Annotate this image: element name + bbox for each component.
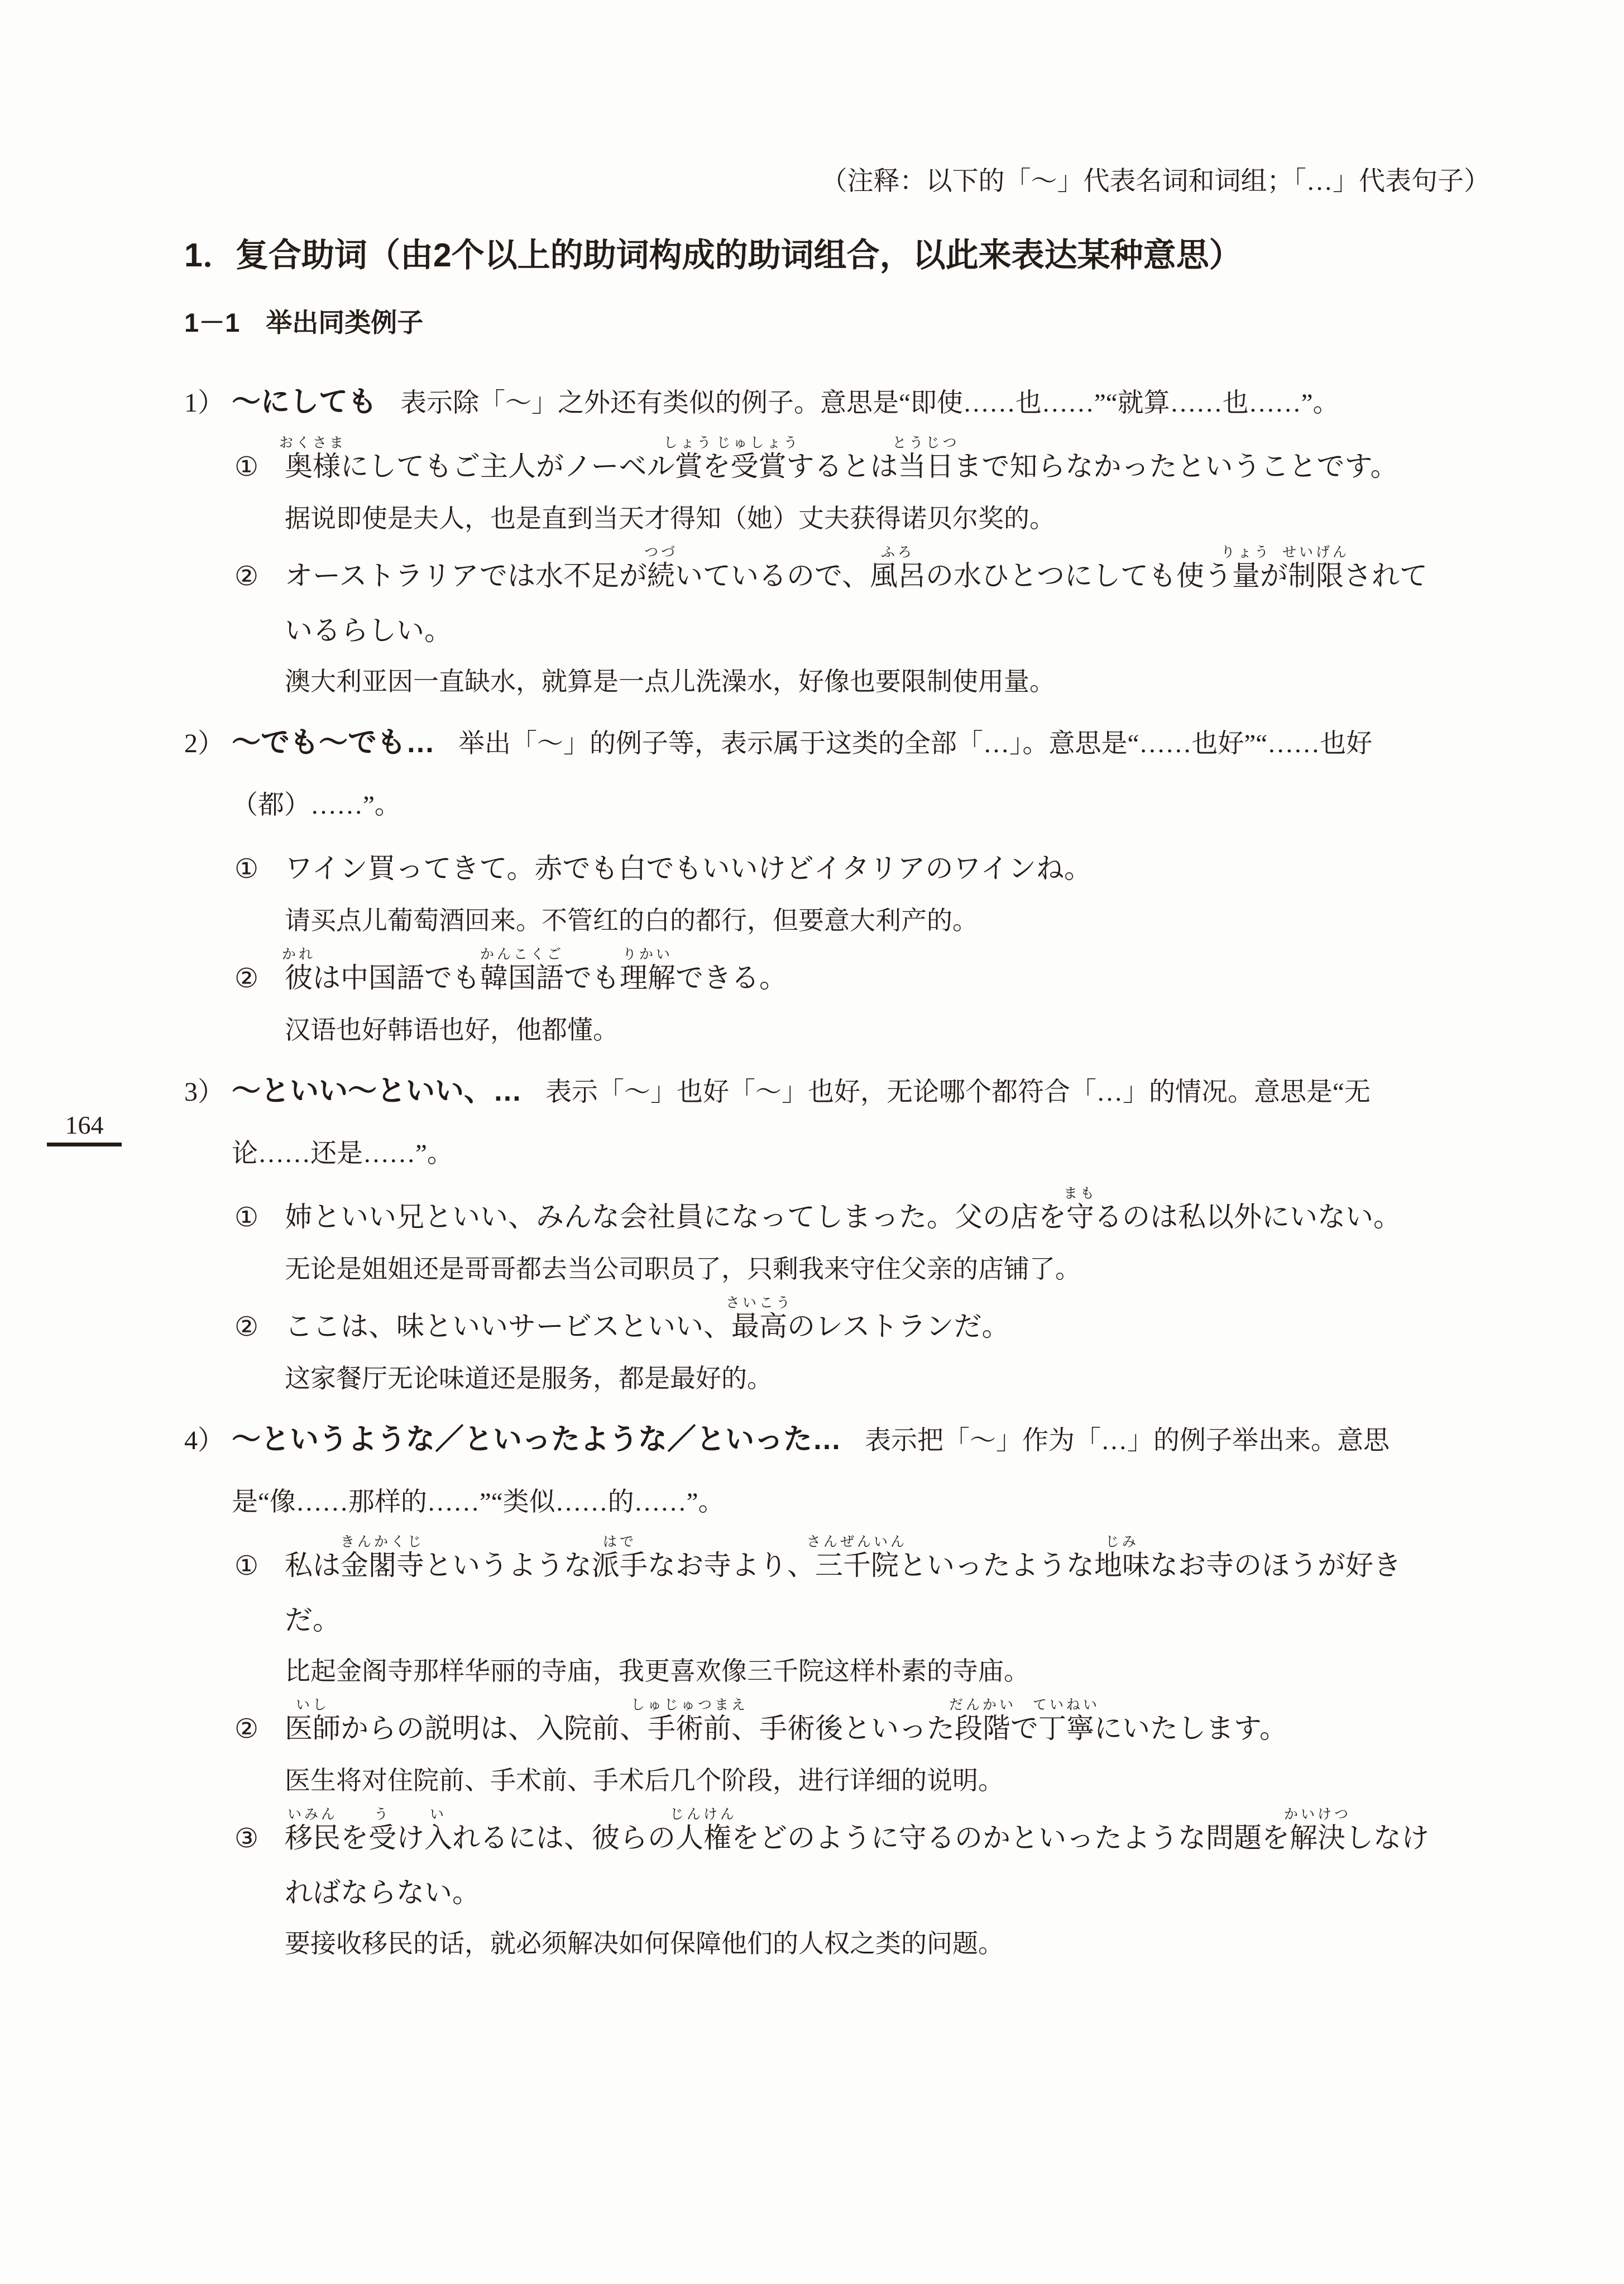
furigana: い: [429, 1807, 447, 1822]
example-block: [184, 842, 1448, 945]
section-head: [184, 371, 1448, 434]
jp-segment: ワイン買ってきて。赤でも白でもいいけどイタリアのワインね。: [285, 853, 1092, 884]
jp-segment: からの説明は、入院前、: [341, 1713, 648, 1744]
jp-segment: は中国語でも: [313, 962, 480, 993]
section-number: 1）: [184, 388, 225, 418]
jp-segment: の水ひとつにしても使う: [926, 560, 1232, 591]
section-head: [184, 712, 1448, 836]
jp-segment: なお寺より、: [648, 1550, 815, 1581]
jp-segment: 地味 じみ: [1094, 1535, 1150, 1581]
example-japanese-line: [184, 947, 1448, 1006]
jp-segment: 制限 せいげん: [1282, 545, 1350, 591]
jp-segment: しなければならない。: [285, 1822, 1429, 1908]
furigana: きんかくじ: [340, 1535, 425, 1550]
section-number: 3）: [184, 1077, 225, 1107]
jp-segment: でも: [564, 962, 620, 993]
grammar-term: ～というような／といったような／といった…: [232, 1423, 842, 1456]
example-japanese-line: [184, 1807, 1448, 1919]
furigana: おくさま: [279, 436, 347, 451]
grammar-term: ～といい～といい、…: [232, 1075, 523, 1107]
example-number: ②: [234, 1312, 259, 1342]
example-japanese-line: [184, 1698, 1448, 1756]
section-number: 4）: [184, 1426, 225, 1455]
grammar-section: [184, 371, 1448, 706]
furigana: さんぜんいん: [806, 1535, 908, 1550]
section-head: [184, 1409, 1448, 1533]
jp-segment: されているらしい。: [285, 560, 1427, 646]
example-chinese-line: 要接收移民的话，就必须解决如何保障他们的人权之类的问题。: [285, 1929, 1004, 1958]
sub-heading: 1－1 举出同类例子: [184, 308, 424, 337]
jp-segment: 姉といい兄といい、みんな会社員になってしまった。父の店を: [285, 1201, 1066, 1232]
jp-segment: け: [396, 1822, 424, 1853]
jp-segment: ここは、味といいサービスといい、: [285, 1311, 731, 1342]
jp-segment: 人権 じんけん: [669, 1807, 737, 1853]
grammar-term: ～でも～でも…: [232, 727, 435, 759]
furigana: ていねい: [1032, 1698, 1100, 1713]
jp-segment: 当日 とうじつ: [892, 436, 960, 482]
furigana: かれ: [281, 947, 316, 962]
furigana: いし: [295, 1698, 330, 1713]
jp-segment: 、手術後といった: [731, 1713, 955, 1744]
furigana: じゅしょう: [716, 436, 801, 451]
section-explanation: 举出「～」的例子等，表示属于这类的全部「…」。意思是“……也好”“……也好（都）……”。: [232, 729, 1373, 820]
sections-container: [0, 371, 1624, 1968]
furigana: う: [373, 1807, 391, 1822]
section-explanation: 表示把「～」作为「…」的例子举出来。意思是“像……那样的……”“类似……的……”。: [232, 1426, 1390, 1517]
jp-segment: オーストラリアでは水不足が: [285, 560, 647, 591]
example-japanese-line: [184, 1535, 1448, 1647]
jp-segment: で: [1010, 1713, 1038, 1744]
section-explanation: 表示除「～」之外还有类似的例子。意思是“即使……也……”“就算……也……”。: [400, 389, 1339, 418]
jp-segment: を: [702, 451, 731, 482]
example-chinese-line: 比起金阁寺那样华丽的寺庙，我更喜欢像三千院这样朴素的寺庙。: [285, 1657, 1029, 1685]
jp-segment: 入 い: [424, 1807, 452, 1853]
jp-segment: 風呂 ふろ: [870, 545, 926, 591]
example-number: ①: [234, 452, 259, 482]
jp-segment: といったような: [899, 1550, 1094, 1581]
section-number: 2）: [184, 729, 225, 758]
furigana: ふろ: [880, 545, 915, 560]
furigana: せいげん: [1282, 545, 1350, 560]
grammar-section: [184, 712, 1448, 1055]
jp-segment: 医師 いし: [285, 1698, 341, 1744]
jp-segment: 奥様 おくさま: [279, 436, 347, 482]
example-number: ①: [234, 854, 259, 884]
furigana: いみん: [287, 1807, 338, 1822]
example-number: ②: [234, 562, 259, 591]
jp-segment: 三千院 さんぜんいん: [806, 1535, 908, 1581]
example-block: [184, 1807, 1448, 1968]
chapter-heading: 1．复合助词（由2个以上的助词构成的助词组合，以此来表达某种意思）: [184, 237, 1242, 274]
furigana: じみ: [1105, 1535, 1139, 1550]
jp-segment: 最高 さいこう: [725, 1296, 793, 1342]
example-number: ②: [234, 1714, 259, 1744]
jp-segment: 量 りょう: [1220, 545, 1272, 591]
example-japanese-line: [184, 842, 1448, 896]
furigana: じんけん: [669, 1807, 737, 1822]
example-block: [184, 947, 1448, 1055]
jp-segment: なお寺のほうが好きだ。: [285, 1550, 1401, 1636]
example-number: ①: [234, 1203, 259, 1232]
example-number: ②: [234, 964, 259, 993]
jp-segment: 続 つづ: [644, 545, 678, 591]
example-block: [184, 1296, 1448, 1403]
section-explanation: 表示「～」也好「～」也好，无论哪个都符合「…」的情况。意思是“无论……还是……”。: [232, 1078, 1371, 1168]
example-chinese-line: 澳大利亚因一直缺水，就算是一点儿洗澡水，好像也要限制使用量。: [285, 667, 1055, 696]
jp-segment: 受賞 じゅしょう: [716, 436, 801, 482]
example-number: ①: [234, 1551, 259, 1581]
example-japanese-line: [184, 1296, 1448, 1354]
example-block: [184, 436, 1448, 543]
jp-segment: できる。: [676, 962, 787, 993]
jp-segment: を: [341, 1822, 368, 1853]
jp-segment: 丁寧 ていねい: [1032, 1698, 1100, 1744]
example-chinese-line: 据说即使是夫人，也是直到当天才得知（她）丈夫获得诺贝尔奖的。: [285, 504, 1055, 533]
jp-segment: るのは私以外にいない。: [1094, 1201, 1401, 1232]
jp-segment: 理解 りかい: [620, 947, 676, 993]
furigana: しょう: [663, 436, 714, 451]
furigana: かんこくご: [480, 947, 564, 962]
jp-segment: 移民 いみん: [285, 1807, 341, 1853]
jp-segment: 解決 かいけつ: [1283, 1807, 1352, 1853]
furigana: だんかい: [948, 1698, 1017, 1713]
example-block: [184, 1698, 1448, 1805]
furigana: まも: [1063, 1186, 1098, 1201]
example-chinese-line: 这家餐厅无论味道还是服务，都是最好的。: [285, 1364, 773, 1393]
example-block: [184, 1535, 1448, 1696]
jp-segment: にしてもご主人がノーベル: [341, 451, 675, 482]
example-japanese-line: [184, 1186, 1448, 1245]
furigana: はで: [602, 1535, 637, 1550]
furigana: さいこう: [725, 1296, 793, 1311]
jp-segment: 賞 しょう: [663, 436, 714, 482]
jp-segment: 韓国語 かんこくご: [480, 947, 564, 993]
jp-segment: 守 まも: [1063, 1186, 1098, 1232]
jp-segment: 受 う: [368, 1807, 396, 1853]
jp-segment: 金閣寺 きんかくじ: [340, 1535, 425, 1581]
furigana: りょう: [1220, 545, 1272, 560]
example-block: [184, 545, 1448, 706]
jp-segment: するとは: [786, 451, 898, 482]
jp-segment: が: [1260, 560, 1288, 591]
grammar-section: [184, 1409, 1448, 1968]
furigana: かいけつ: [1283, 1807, 1352, 1822]
grammar-term: ～にしても: [232, 386, 377, 418]
example-japanese-line: [184, 436, 1448, 494]
jp-segment: まで知らなかったということです。: [954, 451, 1398, 482]
furigana: つづ: [644, 545, 678, 560]
example-chinese-line: 汉语也好韩语也好，他都懂。: [285, 1016, 619, 1044]
example-chinese-line: 请买点儿葡萄酒回来。不管红的白的都行，但要意大利产的。: [285, 906, 978, 935]
example-chinese-line: 无论是姐姐还是哥哥都去当公司职员了，只剩我来守住父亲的店铺了。: [285, 1255, 1081, 1283]
furigana: しゅじゅつまえ: [630, 1698, 749, 1713]
jp-segment: のレストランだ。: [787, 1311, 1010, 1342]
furigana: とうじつ: [892, 436, 960, 451]
jp-segment: 私は: [285, 1550, 341, 1581]
example-chinese-line: 医生将对住院前、手术前、手术后几个阶段，进行详细的说明。: [285, 1766, 1004, 1795]
example-japanese-line: [184, 545, 1448, 657]
grammar-section: [184, 1060, 1448, 1403]
jp-segment: 派手 はで: [592, 1535, 648, 1581]
example-block: [184, 1186, 1448, 1294]
jp-segment: をどのように守るのかといったような問題を: [731, 1822, 1290, 1853]
jp-segment: にいたします。: [1094, 1713, 1287, 1744]
example-number: ③: [234, 1824, 259, 1853]
jp-segment: いているので、: [675, 560, 870, 591]
page-number: 164: [47, 1110, 122, 1146]
jp-segment: 手術前 しゅじゅつまえ: [630, 1698, 749, 1744]
furigana: りかい: [622, 947, 673, 962]
jp-segment: というような: [424, 1550, 592, 1581]
section-head: [184, 1060, 1448, 1184]
jp-segment: れるには、彼らの: [452, 1822, 676, 1853]
annotation-note: （注释：以下的「～」代表名词和词组；「…」代表句子）: [821, 167, 1490, 196]
jp-segment: 彼 かれ: [281, 947, 316, 993]
jp-segment: 段階 だんかい: [948, 1698, 1017, 1744]
